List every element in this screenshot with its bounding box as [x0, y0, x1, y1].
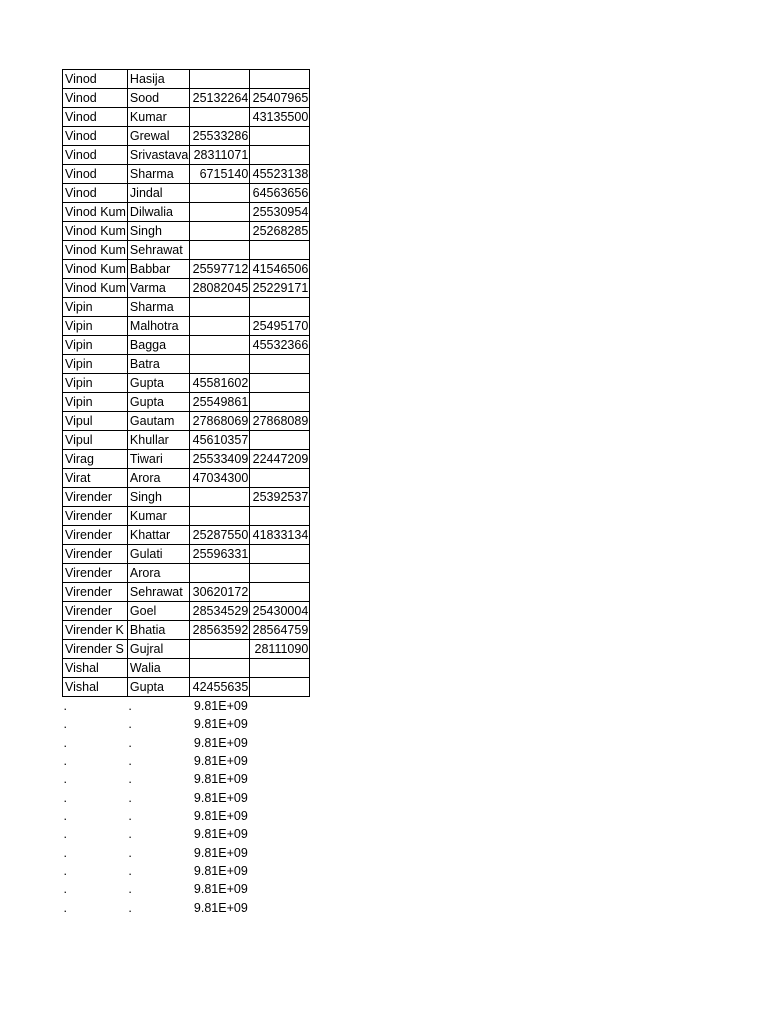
table-row	[63, 431, 310, 450]
phone1-cell[interactable]	[190, 108, 250, 127]
last-name-cell[interactable]: Walia	[127, 659, 189, 678]
first-name-cell[interactable]: Vinod	[63, 70, 128, 89]
first-name-cell[interactable]: Vinod	[63, 184, 128, 203]
phone2-cell[interactable]: 28111090	[250, 640, 310, 659]
phone1-cell[interactable]	[190, 203, 250, 222]
last-name-cell[interactable]: Malhotra	[127, 317, 189, 336]
table-row	[63, 621, 310, 640]
table-row-unbordered	[63, 770, 310, 788]
first-name-cell[interactable]: Virender	[63, 545, 128, 564]
table-row	[63, 659, 310, 678]
last-name-cell[interactable]: Khullar	[127, 431, 189, 450]
phone1-cell[interactable]: 9.81E+09	[193, 809, 248, 824]
table-row	[63, 583, 310, 602]
phone1-cell[interactable]: 9.81E+09	[193, 717, 248, 732]
table-row-unbordered	[63, 807, 310, 825]
last-name-cell[interactable]: Singh	[127, 488, 189, 507]
sheet-body	[63, 70, 310, 917]
last-name-cell[interactable]: .	[128, 900, 132, 915]
last-name-cell[interactable]: Sehrawat	[127, 241, 189, 260]
table-row	[63, 222, 310, 241]
first-name-cell[interactable]: Vipin	[63, 317, 128, 336]
first-name-cell[interactable]: Virat	[63, 469, 128, 488]
phone2-cell[interactable]: 25392537	[250, 488, 310, 507]
last-name-cell[interactable]: Singh	[127, 222, 189, 241]
phone2-cell[interactable]: 25430004	[250, 602, 310, 621]
last-name-cell[interactable]: Gupta	[127, 393, 189, 412]
phone1-cell[interactable]: 9.81E+09	[193, 900, 248, 915]
phone2-cell[interactable]: 45523138	[250, 165, 310, 184]
phone1-cell[interactable]: 25533286	[190, 127, 250, 146]
phone2-cell[interactable]: 25407965	[250, 89, 310, 108]
table-row-unbordered	[63, 752, 310, 770]
phone1-cell[interactable]: 45581602	[190, 374, 250, 393]
first-name-cell[interactable]: Vipin	[63, 374, 128, 393]
first-name-cell[interactable]: Vishal	[63, 678, 128, 697]
table-row	[63, 184, 310, 203]
phone2-cell[interactable]	[250, 241, 310, 260]
table-row	[63, 108, 310, 127]
phone2-cell[interactable]	[250, 583, 310, 602]
first-name-cell[interactable]: Vinod	[63, 146, 128, 165]
phone2-cell[interactable]: 25495170	[250, 317, 310, 336]
phone2-cell[interactable]	[250, 431, 310, 450]
table-row	[63, 374, 310, 393]
phone1-cell[interactable]: 28311071	[190, 146, 250, 165]
table-row	[63, 89, 310, 108]
phone2-cell[interactable]: 25268285	[250, 222, 310, 241]
last-name-cell[interactable]: Srivastava	[127, 146, 189, 165]
phone2-cell[interactable]	[250, 469, 310, 488]
phone1-cell[interactable]: 25132264	[190, 89, 250, 108]
phone1-cell[interactable]: 42455635	[190, 678, 250, 697]
last-name-cell[interactable]: .	[128, 864, 132, 879]
first-name-cell[interactable]: Vipul	[63, 412, 128, 431]
first-name-cell[interactable]: Vishal	[63, 659, 128, 678]
table-row	[63, 317, 310, 336]
last-name-cell[interactable]: Tiwari	[127, 450, 189, 469]
first-name-cell[interactable]: .	[63, 754, 67, 769]
last-name-cell[interactable]: .	[128, 772, 132, 787]
table-row-unbordered	[63, 898, 310, 916]
phone2-cell[interactable]	[250, 697, 310, 716]
last-name-cell[interactable]: Jindal	[127, 184, 189, 203]
last-name-cell[interactable]: Grewal	[127, 127, 189, 146]
phone2-cell[interactable]	[250, 770, 310, 788]
first-name-cell[interactable]: Vinod	[63, 108, 128, 127]
table-row	[63, 412, 310, 431]
last-name-cell[interactable]: Varma	[127, 279, 189, 298]
table-row	[63, 260, 310, 279]
phone1-cell[interactable]	[190, 336, 250, 355]
phone2-cell[interactable]: 43135500	[250, 108, 310, 127]
phone2-cell[interactable]: 25229171	[250, 279, 310, 298]
last-name-cell[interactable]: Goel	[127, 602, 189, 621]
first-name-cell[interactable]: Vinod	[63, 89, 128, 108]
phone1-cell[interactable]: 30620172	[190, 583, 250, 602]
first-name-cell[interactable]: Virag	[63, 450, 128, 469]
first-name-cell[interactable]: .	[63, 882, 67, 897]
phone2-cell[interactable]	[250, 733, 310, 751]
last-name-cell[interactable]: .	[128, 754, 132, 769]
first-name-cell[interactable]: .	[63, 845, 67, 860]
phone2-cell[interactable]	[250, 788, 310, 806]
first-name-cell[interactable]: Vinod Kum	[63, 279, 128, 298]
phone2-cell[interactable]	[250, 127, 310, 146]
table-row	[63, 298, 310, 317]
last-name-cell[interactable]: Sharma	[127, 165, 189, 184]
phone2-cell[interactable]	[250, 564, 310, 583]
phone2-cell[interactable]: 28564759	[250, 621, 310, 640]
first-name-cell[interactable]: Virender	[63, 507, 128, 526]
phone1-cell[interactable]	[190, 184, 250, 203]
table-row	[63, 488, 310, 507]
phone1-cell[interactable]: 9.81E+09	[193, 754, 248, 769]
last-name-cell[interactable]: Babbar	[127, 260, 189, 279]
first-name-cell[interactable]: Virender	[63, 602, 128, 621]
phone1-cell[interactable]: 45610357	[190, 431, 250, 450]
phone1-cell[interactable]: 9.81E+09	[193, 827, 248, 842]
first-name-cell[interactable]: Vinod Kum	[63, 241, 128, 260]
last-name-cell[interactable]: .	[128, 845, 132, 860]
phone2-cell[interactable]	[250, 715, 310, 733]
first-name-cell[interactable]: .	[63, 772, 67, 787]
table-row-unbordered	[63, 862, 310, 880]
table-row-unbordered	[63, 733, 310, 751]
phone2-cell[interactable]	[250, 678, 310, 697]
phone2-cell[interactable]: 22447209	[250, 450, 310, 469]
first-name-cell[interactable]: Vipin	[63, 355, 128, 374]
phone2-cell[interactable]	[250, 374, 310, 393]
phone1-cell[interactable]	[190, 241, 250, 260]
phone1-cell[interactable]: 25533409	[190, 450, 250, 469]
phone1-cell[interactable]	[190, 488, 250, 507]
phone2-cell[interactable]	[250, 898, 310, 916]
first-name-cell[interactable]: .	[63, 790, 67, 805]
phone1-cell[interactable]: 25549861	[190, 393, 250, 412]
first-name-cell[interactable]: .	[63, 735, 67, 750]
table-row	[63, 564, 310, 583]
first-name-cell[interactable]: .	[63, 809, 67, 824]
first-name-cell[interactable]: Vinod Kum	[63, 260, 128, 279]
last-name-cell[interactable]: Hasija	[127, 70, 189, 89]
first-name-cell[interactable]: Vinod Kum	[63, 203, 128, 222]
phone2-cell[interactable]	[250, 545, 310, 564]
table-row-unbordered	[63, 788, 310, 806]
last-name-cell[interactable]: Sharma	[127, 298, 189, 317]
phone2-cell[interactable]: 45532366	[250, 336, 310, 355]
first-name-cell[interactable]: .	[63, 717, 67, 732]
table-row-unbordered	[63, 715, 310, 733]
phone1-cell[interactable]: 28563592	[190, 621, 250, 640]
phone2-cell[interactable]: 41833134	[250, 526, 310, 545]
phone2-cell[interactable]	[250, 70, 310, 89]
last-name-cell[interactable]: Kumar	[127, 507, 189, 526]
phone1-cell[interactable]: 6715140	[190, 165, 250, 184]
phone2-cell[interactable]: 41546506	[250, 260, 310, 279]
contact-sheet-table	[62, 69, 310, 917]
table-row	[63, 336, 310, 355]
table-row	[63, 507, 310, 526]
table-row	[63, 678, 310, 697]
last-name-cell[interactable]: Sood	[127, 89, 189, 108]
table-row	[63, 241, 310, 260]
table-row	[63, 469, 310, 488]
first-name-cell[interactable]: .	[63, 864, 67, 879]
first-name-cell[interactable]: Vipul	[63, 431, 128, 450]
phone2-cell[interactable]	[250, 659, 310, 678]
phone1-cell[interactable]: 9.81E+09	[193, 772, 248, 787]
phone2-cell[interactable]	[250, 507, 310, 526]
phone1-cell[interactable]	[190, 70, 250, 89]
first-name-cell[interactable]: Virender K	[63, 621, 128, 640]
last-name-cell[interactable]: .	[128, 699, 132, 713]
phone2-cell[interactable]	[250, 807, 310, 825]
phone1-cell[interactable]	[190, 222, 250, 241]
last-name-cell[interactable]: Bagga	[127, 336, 189, 355]
phone1-cell[interactable]: 25596331	[190, 545, 250, 564]
table-row	[63, 70, 310, 89]
table-row-unbordered	[63, 843, 310, 861]
last-name-cell[interactable]: Gupta	[127, 374, 189, 393]
table-row	[63, 393, 310, 412]
last-name-cell[interactable]: .	[128, 882, 132, 897]
phone1-cell[interactable]: 9.81E+09	[193, 699, 248, 713]
table-row	[63, 355, 310, 374]
phone1-cell[interactable]: 28534529	[190, 602, 250, 621]
table-row	[63, 526, 310, 545]
table-row	[63, 640, 310, 659]
first-name-cell[interactable]: Virender	[63, 564, 128, 583]
phone2-cell[interactable]	[250, 355, 310, 374]
phone1-cell[interactable]	[190, 659, 250, 678]
phone1-cell[interactable]: 28082045	[190, 279, 250, 298]
table-row-unbordered	[63, 697, 310, 716]
phone2-cell[interactable]	[250, 146, 310, 165]
last-name-cell[interactable]: Gupta	[127, 678, 189, 697]
last-name-cell[interactable]: Batra	[127, 355, 189, 374]
table-row-unbordered	[63, 880, 310, 898]
table-row	[63, 127, 310, 146]
last-name-cell[interactable]: .	[128, 827, 132, 842]
phone1-cell[interactable]: 9.81E+09	[193, 845, 248, 860]
last-name-cell[interactable]: Khattar	[127, 526, 189, 545]
table-row	[63, 602, 310, 621]
last-name-cell[interactable]: .	[128, 717, 132, 732]
first-name-cell[interactable]: Virender S	[63, 640, 128, 659]
phone1-cell[interactable]: 9.81E+09	[193, 790, 248, 805]
first-name-cell[interactable]: Vinod	[63, 165, 128, 184]
phone1-cell[interactable]	[190, 298, 250, 317]
last-name-cell[interactable]: Kumar	[127, 108, 189, 127]
phone1-cell[interactable]	[190, 317, 250, 336]
phone1-cell[interactable]: 47034300	[190, 469, 250, 488]
last-name-cell[interactable]: Dilwalia	[127, 203, 189, 222]
table-row	[63, 203, 310, 222]
phone1-cell[interactable]	[190, 564, 250, 583]
last-name-cell[interactable]: Arora	[127, 564, 189, 583]
first-name-cell[interactable]: .	[63, 699, 67, 713]
table-row	[63, 545, 310, 564]
phone2-cell[interactable]	[250, 862, 310, 880]
table-row	[63, 165, 310, 184]
phone1-cell[interactable]: 9.81E+09	[193, 735, 248, 750]
first-name-cell[interactable]: Vipin	[63, 336, 128, 355]
last-name-cell[interactable]: Sehrawat	[127, 583, 189, 602]
last-name-cell[interactable]: Gulati	[127, 545, 189, 564]
first-name-cell[interactable]: Vinod	[63, 127, 128, 146]
last-name-cell[interactable]: Gujral	[127, 640, 189, 659]
last-name-cell[interactable]: Gautam	[127, 412, 189, 431]
first-name-cell[interactable]: .	[63, 827, 67, 842]
phone1-cell[interactable]	[190, 507, 250, 526]
phone2-cell[interactable]	[250, 752, 310, 770]
last-name-cell[interactable]: .	[128, 809, 132, 824]
last-name-cell[interactable]: Bhatia	[127, 621, 189, 640]
table-row-unbordered	[63, 825, 310, 843]
table-row	[63, 279, 310, 298]
phone2-cell[interactable]	[250, 298, 310, 317]
first-name-cell[interactable]: Vipin	[63, 393, 128, 412]
phone1-cell[interactable]: 9.81E+09	[193, 864, 248, 879]
phone2-cell[interactable]: 27868089	[250, 412, 310, 431]
phone2-cell[interactable]: 64563656	[250, 184, 310, 203]
first-name-cell[interactable]: Virender	[63, 488, 128, 507]
phone2-cell[interactable]	[250, 880, 310, 898]
phone2-cell[interactable]: 25530954	[250, 203, 310, 222]
last-name-cell[interactable]: .	[128, 790, 132, 805]
last-name-cell[interactable]: .	[128, 735, 132, 750]
last-name-cell[interactable]: Arora	[127, 469, 189, 488]
phone2-cell[interactable]	[250, 393, 310, 412]
phone1-cell[interactable]	[190, 355, 250, 374]
first-name-cell[interactable]: Virender	[63, 583, 128, 602]
first-name-cell[interactable]: Vinod Kum	[63, 222, 128, 241]
first-name-cell[interactable]: Virender	[63, 526, 128, 545]
phone1-cell[interactable]	[190, 640, 250, 659]
phone1-cell[interactable]: 25597712	[190, 260, 250, 279]
first-name-cell[interactable]: .	[63, 900, 67, 915]
phone1-cell[interactable]: 27868069	[190, 412, 250, 431]
first-name-cell[interactable]: Vipin	[63, 298, 128, 317]
table-row	[63, 146, 310, 165]
phone2-cell[interactable]	[250, 843, 310, 861]
table-row	[63, 450, 310, 469]
phone1-cell[interactable]: 25287550	[190, 526, 250, 545]
phone2-cell[interactable]	[250, 825, 310, 843]
phone1-cell[interactable]: 9.81E+09	[193, 882, 248, 897]
